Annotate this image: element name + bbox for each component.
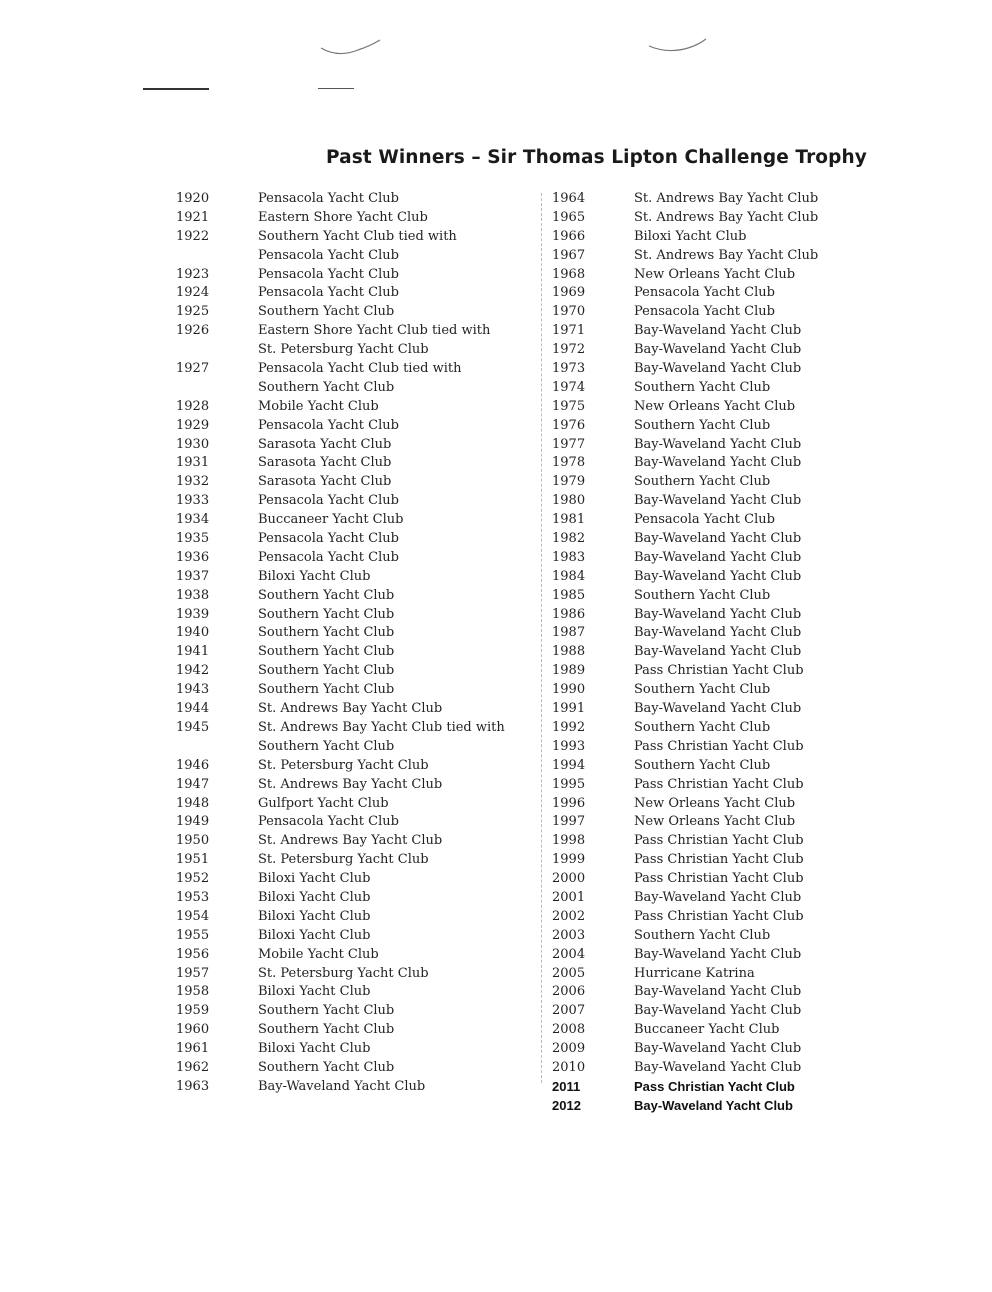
winner-year: 1949: [176, 814, 210, 830]
winner-year: 1947: [176, 776, 210, 792]
winner-club: Bay-Waveland Yacht Club: [634, 455, 802, 471]
page-title: Past Winners – Sir Thomas Lipton Challenge Trophy: [326, 147, 867, 168]
winner-year: 1999: [552, 852, 586, 868]
winner-club: Bay-Waveland Yacht Club: [634, 946, 802, 962]
winner-club: Southern Yacht Club: [258, 1003, 395, 1019]
winner-club: Southern Yacht Club: [258, 587, 395, 603]
winner-club: New Orleans Yacht Club: [634, 266, 796, 282]
winner-year: 1943: [176, 682, 210, 698]
winner-year: 1966: [552, 228, 586, 244]
winner-club: St. Andrews Bay Yacht Club: [258, 701, 443, 717]
winner-club: Pass Christian Yacht Club: [634, 663, 804, 679]
winner-club: New Orleans Yacht Club: [634, 814, 796, 830]
winner-club: Bay-Waveland Yacht Club: [634, 436, 802, 452]
winner-club: Sarasota Yacht Club: [258, 436, 392, 452]
winner-club: Bay-Waveland Yacht Club: [634, 1003, 802, 1019]
winner-year: 1935: [176, 531, 210, 547]
winner-club: Biloxi Yacht Club: [258, 984, 371, 1000]
winner-club: Gulfport Yacht Club: [258, 795, 389, 811]
winner-club: Southern Yacht Club: [634, 682, 771, 698]
winner-year: 1924: [176, 285, 210, 301]
winner-year: 1971: [552, 323, 586, 339]
winner-year: 1992: [552, 719, 586, 735]
winner-club: Bay-Waveland Yacht Club: [634, 361, 802, 377]
winner-year: 2007: [552, 1003, 586, 1019]
winner-year: 1983: [552, 549, 586, 565]
winner-club: Eastern Shore Yacht Club tied with: [258, 323, 491, 339]
winner-year: 1986: [552, 606, 586, 622]
scan-rule-mid: [318, 88, 354, 89]
winner-club: Bay-Waveland Yacht Club: [634, 1059, 802, 1075]
winner-club: Biloxi Yacht Club: [258, 889, 371, 905]
winner-club: Bay-Waveland Yacht Club: [634, 701, 802, 717]
winner-year: 1938: [176, 587, 210, 603]
winner-club: Pensacola Yacht Club: [258, 814, 399, 830]
winner-year: 1925: [176, 304, 210, 320]
winner-year: 1996: [552, 795, 586, 811]
winner-club: Bay-Waveland Yacht Club: [634, 568, 802, 584]
winner-club: Pensacola Yacht Club: [634, 285, 775, 301]
scan-mark-top-right: [646, 36, 716, 58]
winner-year: 1984: [552, 568, 586, 584]
winner-club: Southern Yacht Club: [258, 682, 395, 698]
winner-club: St. Petersburg Yacht Club: [258, 852, 429, 868]
winner-year: 1962: [176, 1059, 210, 1075]
winner-year: 1922: [176, 228, 210, 244]
winner-year: 1927: [176, 361, 210, 377]
winner-club: Southern Yacht Club: [258, 1022, 395, 1038]
winner-club: Bay-Waveland Yacht Club: [634, 644, 802, 660]
winner-year: 1937: [176, 568, 210, 584]
winner-year: 1933: [176, 493, 210, 509]
winner-club: St. Petersburg Yacht Club: [258, 342, 429, 358]
winner-club: Pensacola Yacht Club: [634, 304, 775, 320]
winner-club: Southern Yacht Club: [634, 719, 771, 735]
winner-year: 1958: [176, 984, 210, 1000]
winner-club: Biloxi Yacht Club: [258, 908, 371, 924]
winner-club: Bay-Waveland Yacht Club: [634, 1097, 793, 1113]
winner-club: Pensacola Yacht Club: [258, 191, 399, 206]
winner-year: 1934: [176, 512, 210, 528]
winner-year: 2011: [552, 1078, 581, 1094]
winner-club: Biloxi Yacht Club: [258, 568, 371, 584]
column-divider: [541, 193, 542, 1083]
winner-club: Pensacola Yacht Club tied with: [258, 361, 462, 377]
winner-club: Mobile Yacht Club: [258, 398, 379, 414]
winner-club: Pass Christian Yacht Club: [634, 833, 804, 849]
winner-year: 1963: [176, 1078, 210, 1094]
winner-club: Sarasota Yacht Club: [258, 474, 392, 490]
winner-year: 1930: [176, 436, 210, 452]
winner-club: Pensacola Yacht Club: [258, 285, 399, 301]
winner-club: Bay-Waveland Yacht Club: [634, 606, 802, 622]
winner-club: Bay-Waveland Yacht Club: [634, 323, 802, 339]
winner-club: Southern Yacht Club: [634, 474, 771, 490]
winner-club: Southern Yacht Club: [258, 738, 395, 754]
winner-year: 1972: [552, 342, 586, 358]
winner-club: Mobile Yacht Club: [258, 946, 379, 962]
winner-club: Bay-Waveland Yacht Club: [634, 342, 802, 358]
winner-year: 1948: [176, 795, 210, 811]
scan-mark-top-left: [318, 36, 388, 58]
winner-year: 1985: [552, 587, 586, 603]
winner-year: 1939: [176, 606, 210, 622]
winner-club: Pensacola Yacht Club: [258, 493, 399, 509]
winner-year: 1987: [552, 625, 586, 641]
winner-year: 2000: [552, 871, 586, 887]
winner-year: 1968: [552, 266, 586, 282]
winner-year: 1951: [176, 852, 210, 868]
winner-year: 1941: [176, 644, 210, 660]
winner-year: 1923: [176, 266, 210, 282]
winner-year: 1980: [552, 493, 586, 509]
winner-year: 1931: [176, 455, 210, 471]
winner-year: 1940: [176, 625, 210, 641]
winner-club: St. Andrews Bay Yacht Club tied with: [258, 719, 505, 735]
winner-club: Eastern Shore Yacht Club: [258, 209, 428, 225]
winner-year: 1957: [176, 965, 210, 981]
winner-club: Southern Yacht Club: [258, 663, 395, 679]
winner-club: Southern Yacht Club: [258, 644, 395, 660]
winner-year: 1956: [176, 946, 210, 962]
winner-club: Southern Yacht Club: [634, 757, 771, 773]
winner-year: 1988: [552, 644, 586, 660]
winner-club: St. Andrews Bay Yacht Club: [258, 776, 443, 792]
winner-year: 2003: [552, 927, 586, 943]
winner-club: Pensacola Yacht Club: [634, 512, 775, 528]
winner-year: 2009: [552, 1041, 586, 1057]
winner-year: 1928: [176, 398, 210, 414]
winner-club: Southern Yacht Club: [634, 587, 771, 603]
winner-year: 1926: [176, 323, 210, 339]
winner-year: 1993: [552, 738, 586, 754]
winner-year: 2001: [552, 889, 586, 905]
winner-year: 1959: [176, 1003, 210, 1019]
winner-club: Pensacola Yacht Club: [258, 266, 399, 282]
winner-year: 2002: [552, 908, 586, 924]
winner-year: 1970: [552, 304, 586, 320]
winner-year: 1978: [552, 455, 586, 471]
winner-club: Southern Yacht Club: [634, 417, 771, 433]
winner-club: St. Andrews Bay Yacht Club: [634, 247, 819, 263]
winner-club: New Orleans Yacht Club: [634, 398, 796, 414]
winner-club: St. Petersburg Yacht Club: [258, 965, 429, 981]
winner-year: 2005: [552, 965, 586, 981]
winner-year: 1965: [552, 209, 586, 225]
winner-year: 1981: [552, 512, 586, 528]
winner-club: Pensacola Yacht Club: [258, 247, 399, 263]
winner-club: Pass Christian Yacht Club: [634, 776, 804, 792]
winner-year: 1969: [552, 285, 586, 301]
winner-year: 1955: [176, 927, 210, 943]
winner-year: 1945: [176, 719, 210, 735]
winner-year: 1990: [552, 682, 586, 698]
winner-year: 1920: [176, 191, 210, 206]
winner-club: Southern Yacht Club: [258, 606, 395, 622]
winner-year: 1976: [552, 417, 586, 433]
winner-club: Southern Yacht Club: [258, 625, 395, 641]
winner-club: Sarasota Yacht Club: [258, 455, 392, 471]
winner-club: Bay-Waveland Yacht Club: [634, 493, 802, 509]
winner-year: 2008: [552, 1022, 586, 1038]
winner-year: 1982: [552, 531, 586, 547]
winner-year: 1991: [552, 701, 586, 717]
winner-club: Southern Yacht Club: [258, 304, 395, 320]
winner-year: 2012: [552, 1097, 581, 1113]
winner-club: Pensacola Yacht Club: [258, 549, 399, 565]
winner-year: 1973: [552, 361, 586, 377]
winner-year: 1967: [552, 247, 586, 263]
winner-club: Bay-Waveland Yacht Club: [634, 984, 802, 1000]
winner-club: Pass Christian Yacht Club: [634, 1078, 795, 1094]
winner-club: St. Andrews Bay Yacht Club: [634, 191, 819, 206]
winner-year: 1977: [552, 436, 586, 452]
winner-club: Pass Christian Yacht Club: [634, 908, 804, 924]
winner-club: Southern Yacht Club: [258, 379, 395, 395]
winner-year: 1994: [552, 757, 586, 773]
winner-club: Pass Christian Yacht Club: [634, 852, 804, 868]
winner-year: 2010: [552, 1059, 586, 1075]
winner-club: St. Petersburg Yacht Club: [258, 757, 429, 773]
winner-year: 1979: [552, 474, 586, 490]
winner-year: 1995: [552, 776, 586, 792]
winner-club: New Orleans Yacht Club: [634, 795, 796, 811]
winner-club: Hurricane Katrina: [634, 965, 755, 981]
winner-club: Pensacola Yacht Club: [258, 417, 399, 433]
winner-club: St. Andrews Bay Yacht Club: [258, 833, 443, 849]
winner-club: Biloxi Yacht Club: [258, 871, 371, 887]
winner-year: 1975: [552, 398, 586, 414]
winner-year: 1952: [176, 871, 210, 887]
winner-year: 1953: [176, 889, 210, 905]
winner-year: 1998: [552, 833, 586, 849]
winner-club: St. Andrews Bay Yacht Club: [634, 209, 819, 225]
winner-year: 1961: [176, 1041, 210, 1057]
winner-club: Bay-Waveland Yacht Club: [634, 549, 802, 565]
winner-year: 1989: [552, 663, 586, 679]
winner-year: 1950: [176, 833, 210, 849]
winner-club: Pensacola Yacht Club: [258, 531, 399, 547]
winner-year: 1936: [176, 549, 210, 565]
winner-club: Pass Christian Yacht Club: [634, 871, 804, 887]
winner-year: 1946: [176, 757, 210, 773]
winner-year: 1942: [176, 663, 210, 679]
winner-club: Pass Christian Yacht Club: [634, 738, 804, 754]
winner-club: Bay-Waveland Yacht Club: [634, 625, 802, 641]
winner-year: 1997: [552, 814, 586, 830]
winner-club: Bay-Waveland Yacht Club: [634, 531, 802, 547]
winner-year: 1944: [176, 701, 210, 717]
winner-club: Southern Yacht Club tied with: [258, 228, 457, 244]
winner-year: 1932: [176, 474, 210, 490]
winner-club: Bay-Waveland Yacht Club: [634, 1041, 802, 1057]
winner-club: Biloxi Yacht Club: [258, 1041, 371, 1057]
winner-club: Bay-Waveland Yacht Club: [634, 889, 802, 905]
winner-club: Southern Yacht Club: [258, 1059, 395, 1075]
winner-year: 2004: [552, 946, 586, 962]
winner-club: Biloxi Yacht Club: [634, 228, 747, 244]
winner-year: 1964: [552, 191, 586, 206]
winner-year: 1960: [176, 1022, 210, 1038]
winner-year: 1954: [176, 908, 210, 924]
winner-club: Buccaneer Yacht Club: [634, 1022, 780, 1038]
winner-club: Buccaneer Yacht Club: [258, 512, 404, 528]
winner-club: Bay-Waveland Yacht Club: [258, 1078, 426, 1094]
scan-rule-left: [143, 88, 209, 90]
winner-year: 2006: [552, 984, 586, 1000]
winner-club: Southern Yacht Club: [634, 379, 771, 395]
winner-year: 1929: [176, 417, 210, 433]
winner-year: 1974: [552, 379, 586, 395]
winner-club: Biloxi Yacht Club: [258, 927, 371, 943]
winner-year: 1921: [176, 209, 210, 225]
winner-club: Southern Yacht Club: [634, 927, 771, 943]
